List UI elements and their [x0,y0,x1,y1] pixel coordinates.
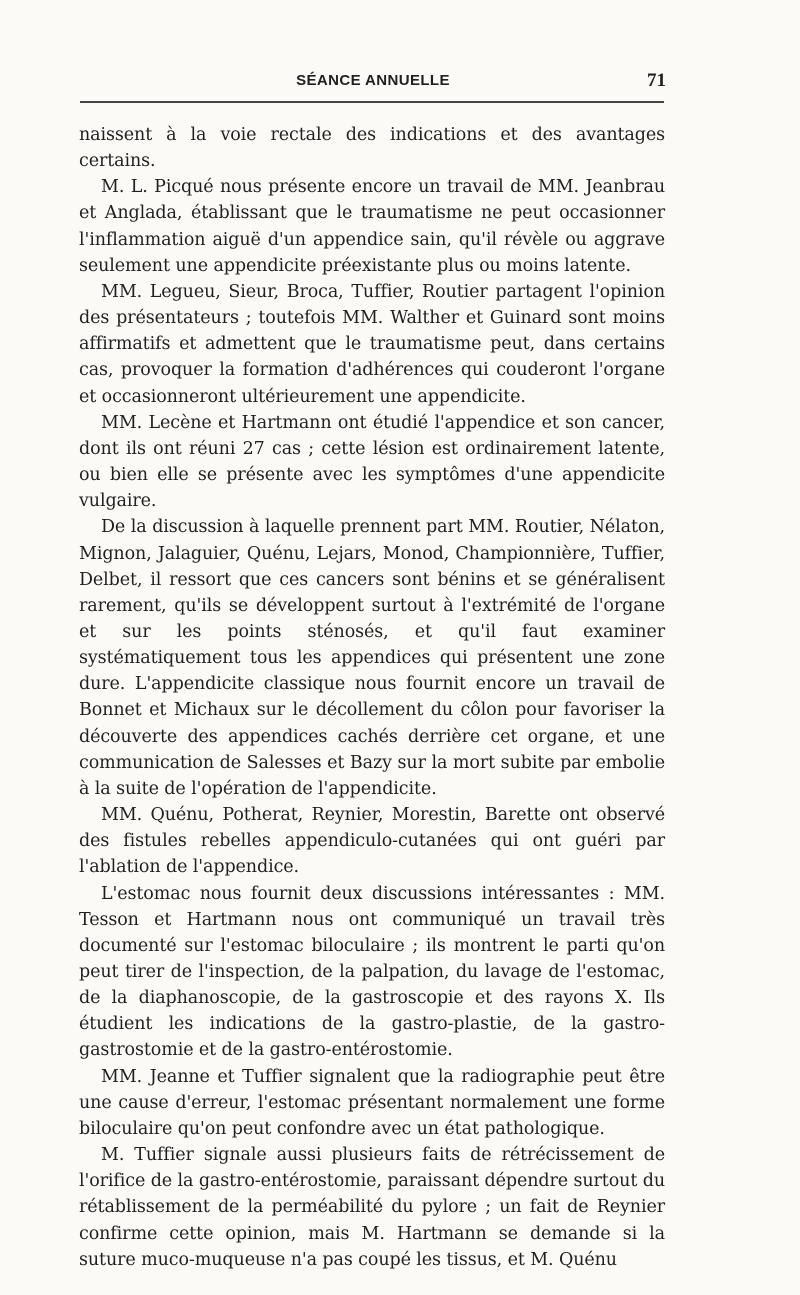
paragraph: De la discussion à laquelle prennent part MM. Routier, Nélaton, Mignon, Jalaguier, Quénu, Lejars, Monod, Championnière, Tuffier, Delbet, il ressort que ces cancers sont bénins et se généralisent rarement, qu'ils se développent surtout à l'extrémité de l'organe et sur les points sténosés, et qu'il faut examiner systématiquement tous les appendices qui présentent une zone dure. L'appendicite classique nous fournit encore un travail de Bonnet et Michaux sur le décollement du côlon pour favoriser la découverte des appendices cachés derrière cet organe, et une communication de Salesses et Bazy sur la mort subite par embolie à la suite de l'opération de l'appendicite. [79,517,665,799]
body-text [79,122,665,1273]
header-rule [80,101,664,103]
running-title: SÉANCE ANNUELLE [296,72,450,89]
paragraph: MM. Quénu, Potherat, Reynier, Morestin, Barette ont observé des fistules rebelles appendiculo-cutanées qui ont guéri par l'ablation de l'appendice. [79,805,665,878]
paragraph: MM. Legueu, Sieur, Broca, Tuffier, Routier partagent l'opinion des présentateurs ; toutefois MM. Walther et Guinard sont moins affirmatifs et admettent que le traumatisme peut, dans certains cas, provoquer la formation d'adhérences qui couderont l'organe et occasionneront ultérieurement une appendicite. [79,281,665,407]
paragraph: M. Tuffier signale aussi plusieurs faits de rétrécissement de l'orifice de la gastro-entérostomie, paraissant dépendre surtout du rétablissement de la perméabilité du pylore ; un fait de Reynier confirme cette opinion, mais M. Hartmann se demande si la suture muco-muqueuse n'a pas coupé les tissus, et M. Quénu [79,1145,666,1270]
running-head [80,72,666,96]
paragraph: MM. Jeanne et Tuffier signalent que la radiographie peut être une cause d'erreur, l'estomac présentant normalement une forme biloculaire qu'on peut confondre avec un état pathologique. [79,1066,665,1139]
paragraph: L'estomac nous fournit deux discussions intéressantes : MM. Tesson et Hartmann nous ont communiqué un travail très documenté sur l'estomac biloculaire ; ils montrent le parti qu'on peut tirer de l'inspection, de la palpation, du lavage de l'estomac, de la diaphanoscopie, de la gastroscopie et des rayons X. Ils étudient les indications de la gastro-plastie, de la gastro-gastrostomie et de la gastro-entérostomie. [79,883,665,1061]
paragraph: MM. Lecène et Hartmann ont étudié l'appendice et son cancer, dont ils ont réuni 27 cas ; cette lésion est ordinairement latente, ou bien elle se présente avec les symptômes d'une appendicite vulgaire. [79,412,665,512]
paragraph: M. L. Picqué nous présente encore un travail de MM. Jeanbrau et Anglada, établissant que le traumatisme ne peut occasionner l'inflammation aiguë d'un appendice sain, qu'il révèle ou aggrave seulement une appendicite préexistante plus ou moins latente. [79,177,665,276]
paragraph-continuation: naissent à la voie rectale des indications et des avantages certains. [79,125,665,172]
page-number: 71 [647,70,666,91]
